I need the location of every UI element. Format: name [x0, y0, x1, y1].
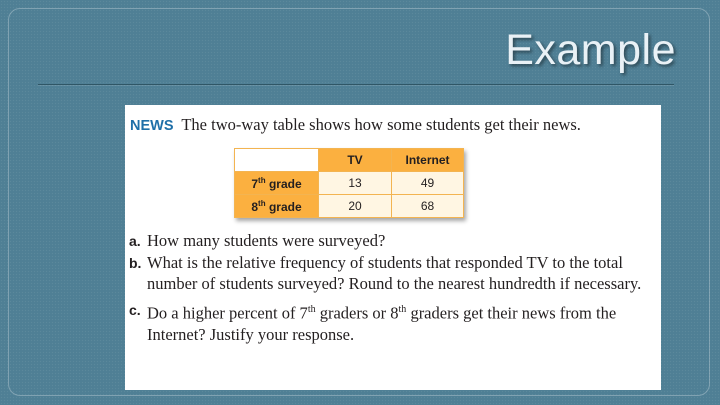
prompt-text: The two-way table shows how some students get their news. — [181, 115, 581, 134]
problem-panel — [125, 105, 661, 390]
question-text: How many students were surveyed? — [147, 231, 386, 250]
table-cell: 68 — [392, 195, 464, 218]
question-letter: c. — [129, 302, 141, 318]
table-row — [235, 195, 464, 218]
question-b — [129, 252, 657, 294]
question-a — [129, 230, 657, 252]
table-corner-cell — [235, 149, 319, 172]
table-cell: 49 — [392, 172, 464, 195]
question-list — [129, 230, 657, 345]
table-row — [235, 172, 464, 195]
column-header-tv: TV — [319, 149, 392, 172]
table-header-row — [235, 149, 464, 172]
two-way-table — [234, 148, 464, 218]
row-header-8th-grade: 8th grade — [235, 195, 319, 218]
slide-title: Example — [505, 26, 676, 74]
problem-prompt — [130, 115, 581, 135]
table-cell: 20 — [319, 195, 392, 218]
row-header-7th-grade: 7th grade — [235, 172, 319, 195]
question-letter: b. — [129, 255, 142, 271]
question-text: What is the relative frequency of students that responded TV to the total number of students surveyed? Round to the nearest hundredth if necessary. — [147, 253, 642, 293]
question-text: Do a higher percent of 7th graders or 8th graders get their news from the Internet? Justify your response. — [147, 303, 617, 344]
column-header-internet: Internet — [392, 149, 464, 172]
table-cell: 13 — [319, 172, 392, 195]
news-tag: NEWS — [130, 118, 174, 134]
question-letter: a. — [129, 233, 141, 249]
title-divider — [38, 84, 674, 85]
question-c — [129, 299, 657, 345]
